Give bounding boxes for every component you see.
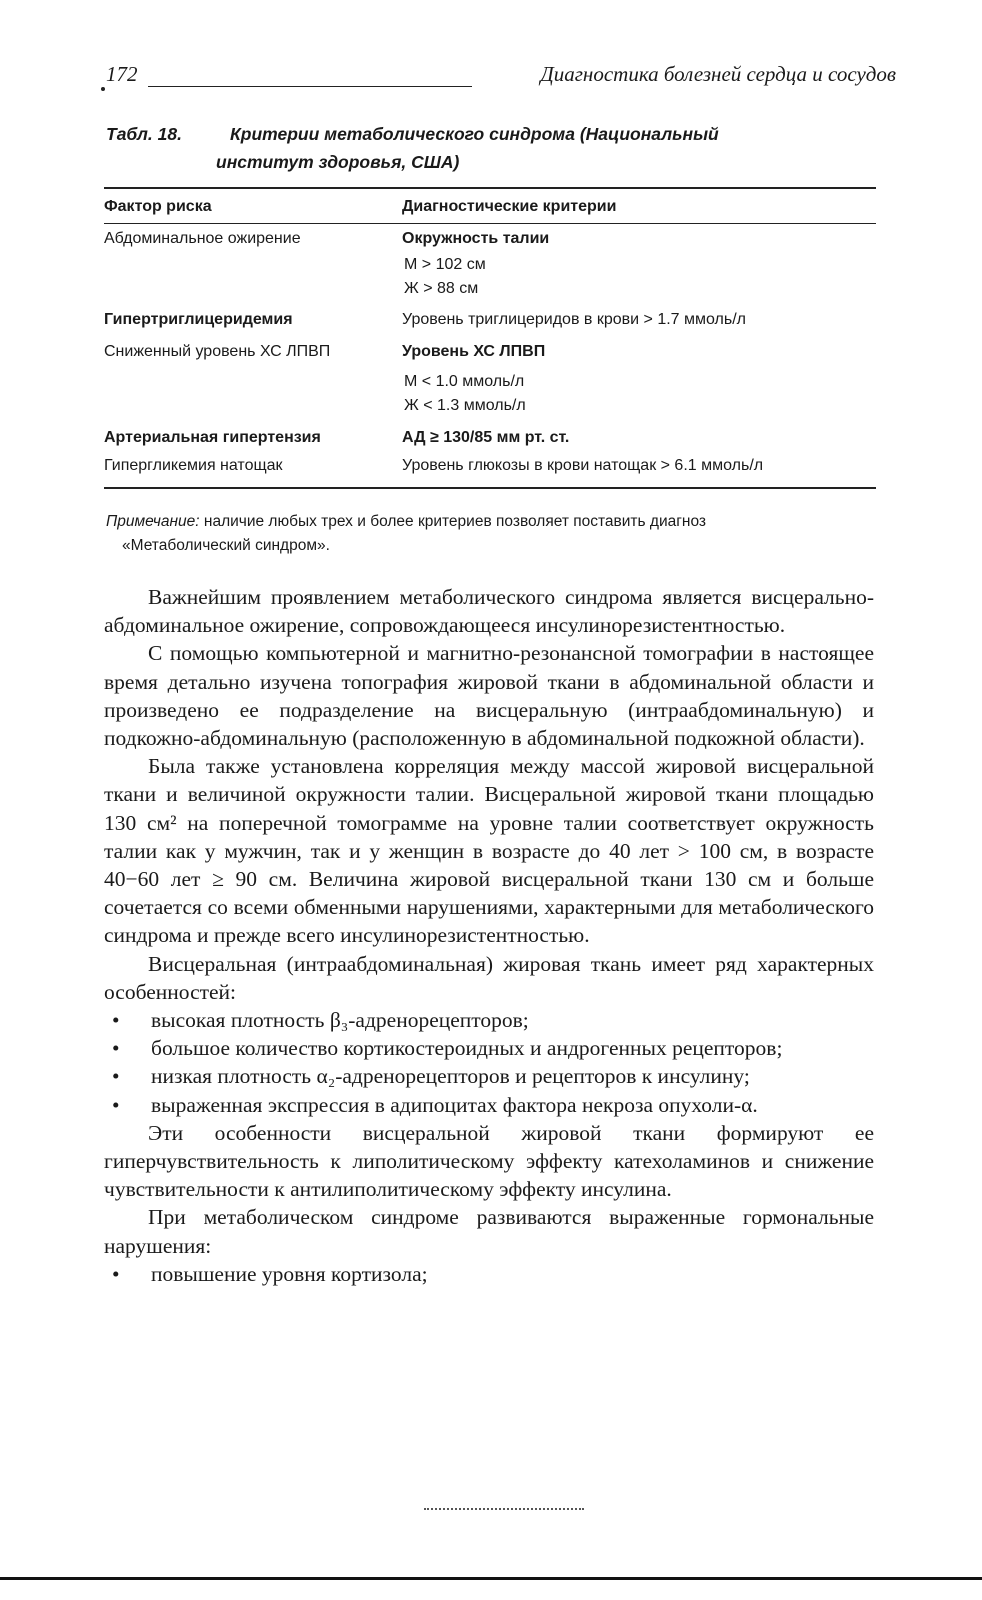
table-header-rule <box>104 223 876 224</box>
table-cell-criteria: Уровень ХС ЛПВП <box>402 343 546 360</box>
running-header <box>106 62 896 92</box>
list-item <box>104 1062 874 1090</box>
table-caption-label: Табл. 18. <box>106 124 182 144</box>
paragraph: Важнейшим проявлением метаболического синдрома является висцерально-абдоминальное ожирение, сопровождающееся инсулинорезистентностью. <box>104 585 874 638</box>
table-caption-line1: Критерии метаболического синдрома (Национальный <box>230 124 719 144</box>
table-row <box>104 225 876 305</box>
table-row <box>104 423 876 453</box>
note-label: Примечание: <box>106 513 200 530</box>
table-cell-factor: Абдоминальное ожирение <box>104 230 301 247</box>
note-text-line2: «Метаболический синдром». <box>122 537 330 554</box>
bullet: • <box>112 1064 120 1089</box>
bullet: • <box>112 1008 120 1033</box>
page-bottom-edge <box>0 1577 982 1580</box>
running-title: Диагностика болезней сердца и сосудов <box>540 62 896 86</box>
table-caption <box>106 120 866 176</box>
table-cell-criteria: Ж < 1.3 ммоль/л <box>404 397 526 414</box>
bullet: • <box>112 1092 120 1117</box>
body-text <box>104 583 874 1288</box>
table-cell-factor: Гипергликемия натощак <box>104 457 283 474</box>
list-item-text: низкая плотность α₂-адренорецепторов и рецепторов к инсулину; <box>151 1064 750 1089</box>
list-item-text: большое количество кортикостероидных и андрогенных рецепторов; <box>151 1036 783 1061</box>
page-number: 172 <box>106 62 138 86</box>
table-row <box>104 305 876 337</box>
header-rule <box>148 86 472 87</box>
table-cell-criteria: М > 102 см <box>404 256 486 273</box>
header-dot <box>101 87 105 91</box>
paragraph: Эти особенности висцеральной жировой ткани формируют ее гиперчувствительность к липолитическому эффекту катехоламинов и снижение чувствительности к антилиполитическому эффекту инсулина. <box>104 1120 874 1202</box>
criteria-table <box>104 187 876 489</box>
table-cell-criteria: АД ≥ 130/85 мм рт. ст. <box>402 429 570 446</box>
bullet: • <box>112 1261 120 1286</box>
table-cell-criteria: М < 1.0 ммоль/л <box>404 373 525 390</box>
hormonal-list <box>104 1260 874 1288</box>
col-header-risk-factor: Фактор риска <box>104 198 212 215</box>
list-item-text: высокая плотность β₃-адренорецепторов; <box>151 1008 529 1033</box>
scan-artifact-dash <box>424 1508 584 1510</box>
paragraph: С помощью компьютерной и магнитно-резонансной томографии в настоящее время детально изучена топография жировой ткани в абдоминальной области и произведено ее подразделение на висцеральную (интраабдоминальную) и подкожно-абдоминальную (расположенную в абдоминальной подкожной области). <box>104 641 874 751</box>
table-cell-factor: Сниженный уровень ХС ЛПВП <box>104 343 331 360</box>
table-cell-factor: Артериальная гипертензия <box>104 429 321 446</box>
list-item <box>104 1260 874 1288</box>
table-cell-criteria: Окружность талии <box>402 230 550 247</box>
table-note <box>106 510 876 558</box>
paragraph: При метаболическом синдроме развиваются выраженные гормональные нарушения: <box>104 1205 874 1258</box>
list-item-text: повышение уровня кортизола; <box>151 1261 428 1286</box>
list-item <box>104 1091 874 1119</box>
table-cell-factor: Гипертриглицеридемия <box>104 311 293 328</box>
list-item <box>104 1034 874 1062</box>
table-row <box>104 337 876 423</box>
table-bottom-rule <box>104 487 876 489</box>
paragraph: Была также установлена корреляция между массой жировой висцеральной ткани и величиной окружности талии. Висцеральной жировой ткани площадью 130 см² на поперечной томограмме на уровне талии соответствует окружность талии как у мужчин, так и у женщин в возрасте до 40 лет > 100 см, в возрасте 40−60 лет ≥ 90 см. Величина жировой висцеральной ткани 130 см и больше сочетается со всеми обменными нарушениями, характерными для метаболического синдрома и прежде всего инсулинорезистентностью. <box>104 754 874 948</box>
table-cell-criteria: Уровень триглицеридов в крови > 1.7 ммоль/л <box>402 311 746 328</box>
note-text-line1: наличие любых трех и более критериев позволяет поставить диагноз <box>203 513 706 530</box>
table-caption-line2: институт здоровья, США) <box>216 152 460 172</box>
list-item-text: выраженная экспрессия в адипоцитах фактора некроза опухоли-α. <box>151 1092 758 1117</box>
paragraph: Висцеральная (интраабдоминальная) жировая ткань имеет ряд характерных особенностей: <box>104 951 874 1004</box>
table-cell-criteria: Уровень глюкозы в крови натощак > 6.1 ммоль/л <box>402 457 764 474</box>
list-item <box>104 1006 874 1034</box>
table-header-row <box>104 189 876 223</box>
bullet: • <box>112 1036 120 1061</box>
table-cell-criteria: Ж > 88 см <box>404 280 479 297</box>
table-row <box>104 453 876 487</box>
features-list <box>104 1006 874 1119</box>
col-header-criteria: Диагностические критерии <box>402 198 617 215</box>
